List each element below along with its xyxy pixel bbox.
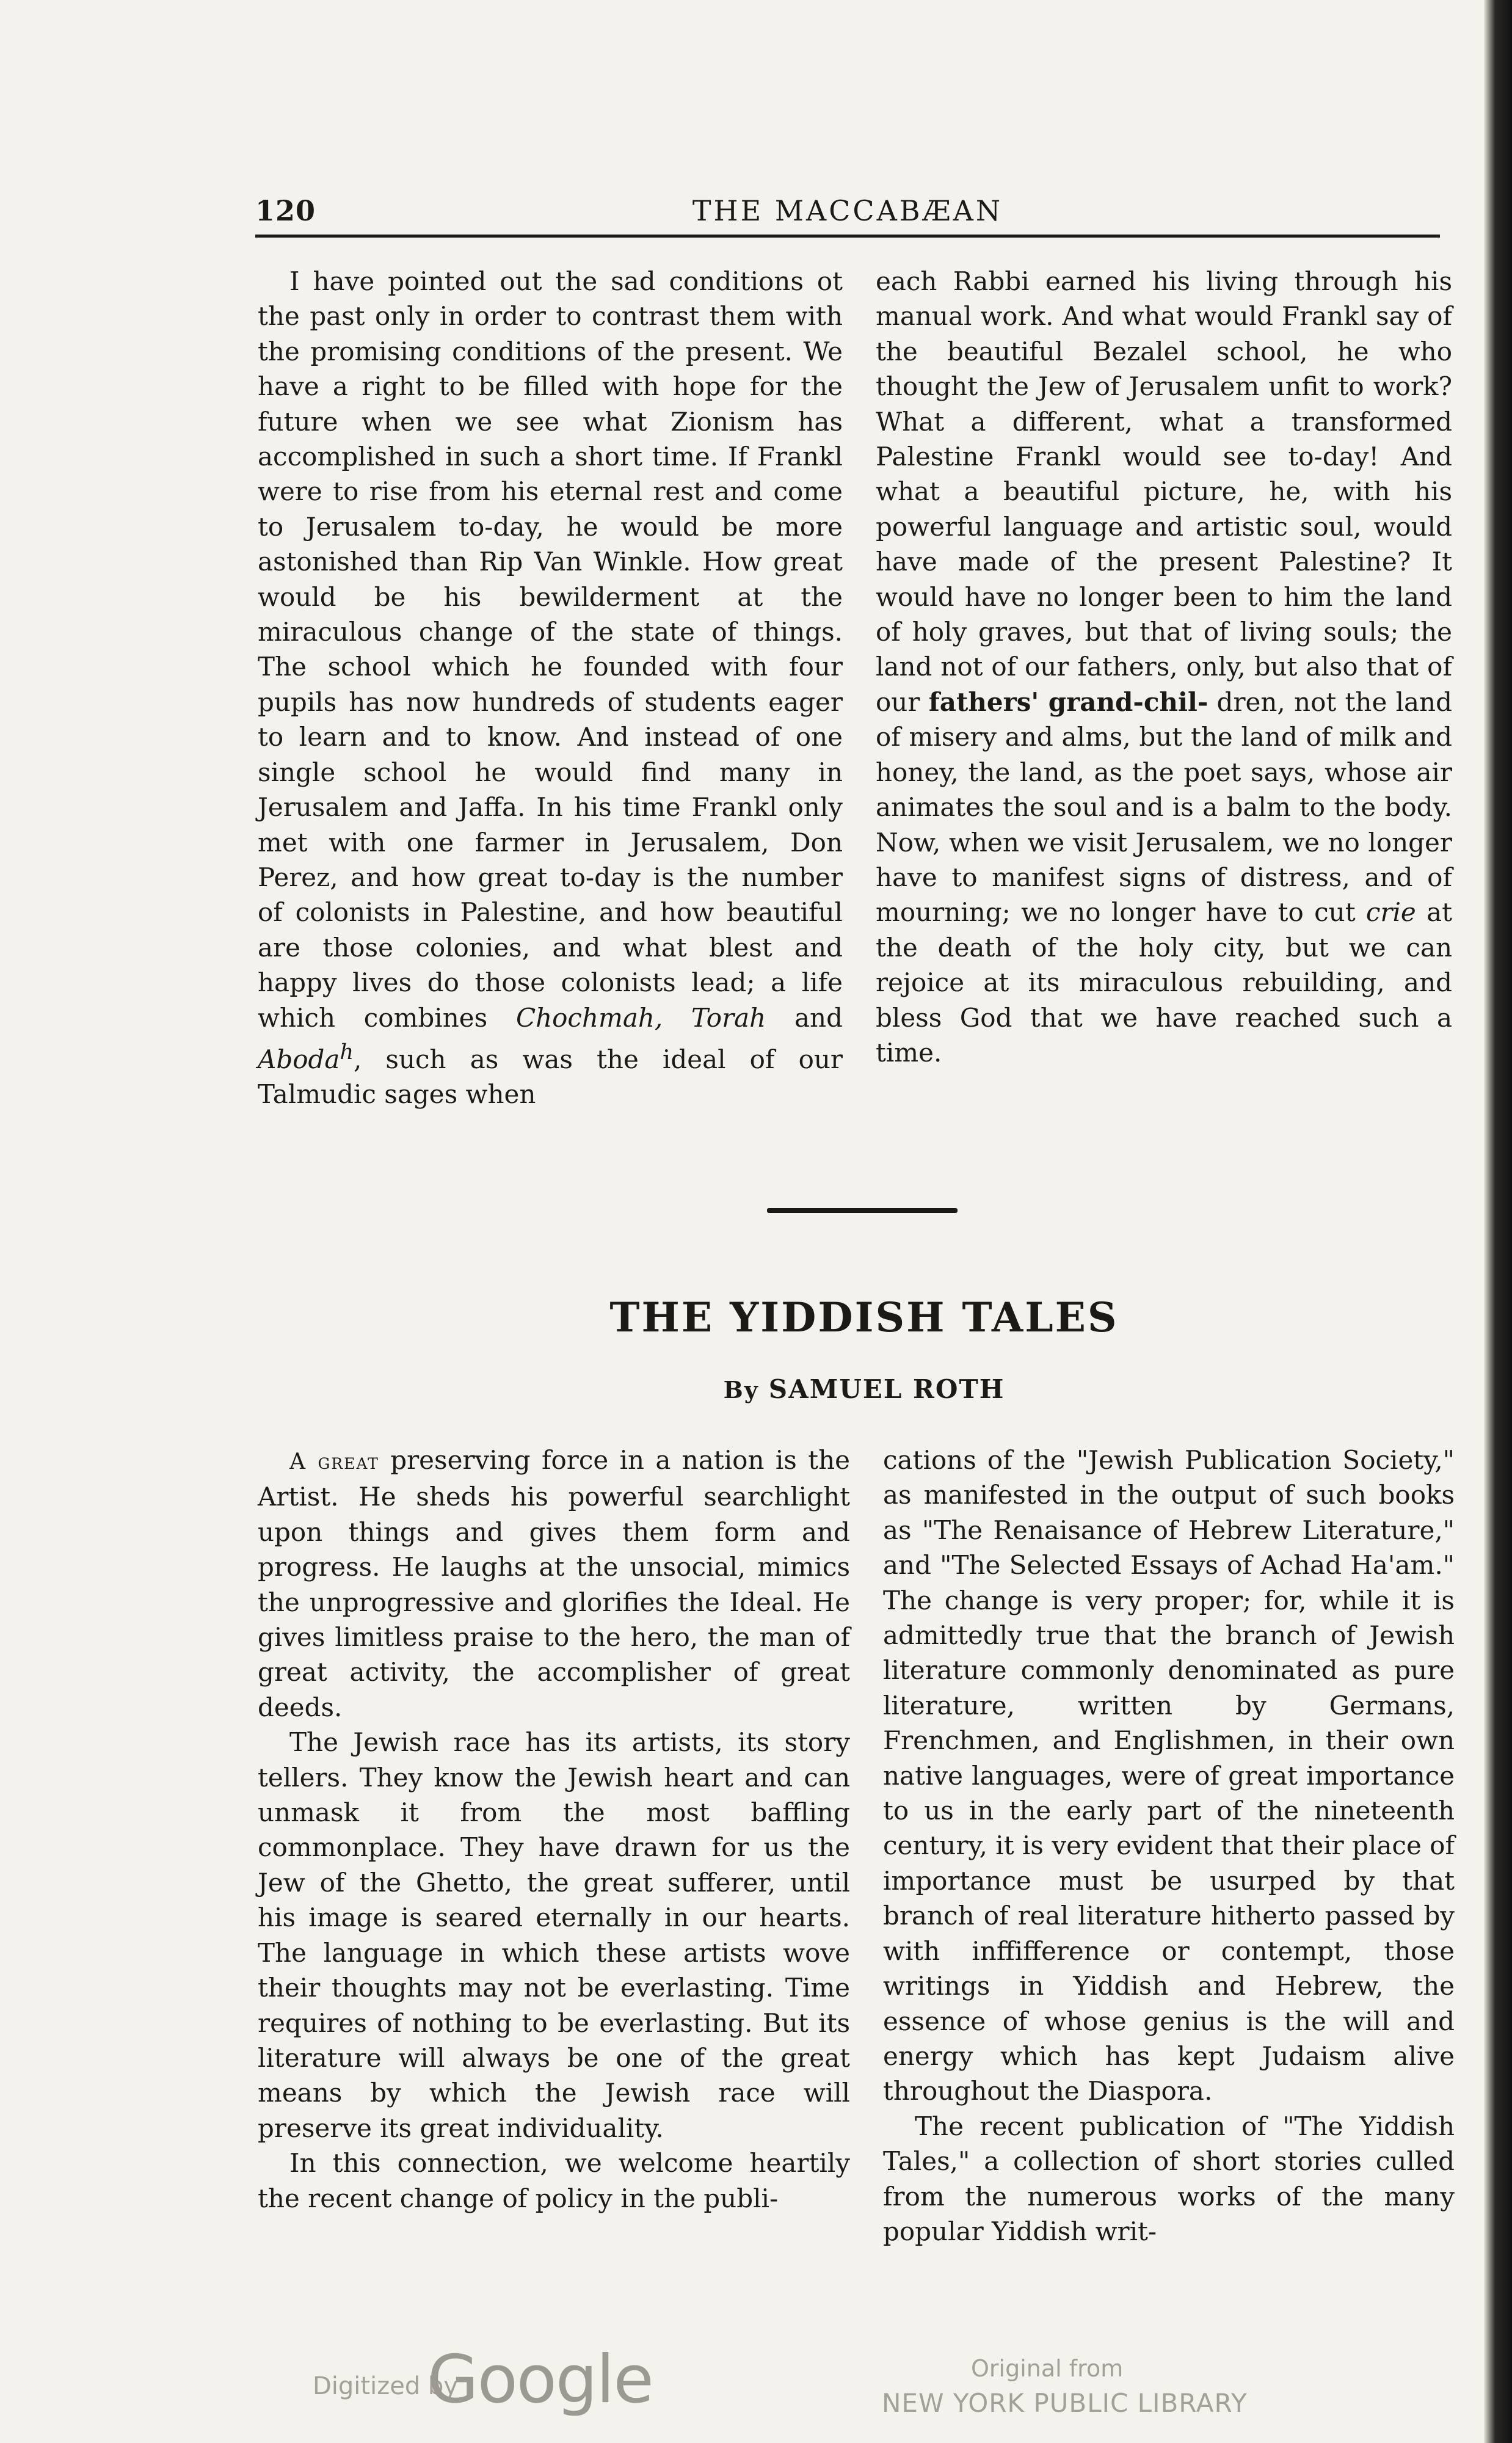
library-name: NEW YORK PUBLIC LIBRARY bbox=[882, 2388, 1248, 2418]
article2-paragraph-1: A great preserving force in a nation is the Artist. He sheds his powerful searchlight upon things and gives them form and progress. He laughs at the unsocial, mimics the unprogressive and glorifies the Ideal. He gives limitless praise to the hero, the man of great activity, the accomplisher of great deeds. bbox=[258, 1445, 850, 1722]
drop-smallcaps: A great bbox=[289, 1449, 379, 1474]
digitized-by-text: Digitized by bbox=[313, 2372, 458, 2400]
byline-author: SAMUEL ROTH bbox=[768, 1374, 1005, 1404]
article-byline bbox=[0, 1374, 1512, 1404]
article2-paragraph-3-continued: cations of the "Jewish Publication Society," as manifested in the output of such books as "The Renaisance of Hebrew Literature," and "The Selected Essays of Achad Ha'am." The change is very proper; for, while it is admittedly true that the branch of Jewish literature commonly denominated as pure literature, written by Germans, Frenchmen, and Englishmen, in their own native languages, were of great importance to us in the early part of the nineteenth century, it is very evident that their place of importance must be usurped by that branch of real literature hitherto passed by with inffifference or contempt, those writings in Yiddish and Hebrew, the essence of whose genius is the will and energy which has kept Judaism alive throughout the Diaspora. bbox=[883, 1445, 1455, 2106]
article1-paragraph-1: I have pointed out the sad conditions ot the past only in order to contrast them with the promising conditions of the present. We have a right to be filled with hope for the future when we see what Zionism has accomplished in such a short time. If Frankl were to rise from his eternal rest and come to Jerusalem to-day, he would be more astonished than Rip Van Winkle. How great would be his bewilderment at the miraculous change of the state of things. The school which he founded with four pupils has now hundreds of students eager to learn and to know. And instead of one single school he would find many in Jerusalem and Jaffa. In his time Frankl only met with one farmer in Jerusalem, Don Perez, and how great to-day is the number of colonists in Palestine, and how beautiful are those colonies, and what blest and happy lives do those colonists lead; a life which combines Chochmah, Torah and Aboda$^h$, such as was the ideal of our Talmudic sages when bbox=[258, 266, 843, 1110]
byline-by: By bbox=[723, 1376, 759, 1404]
article2-paragraph-3: In this connection, we welcome heartily the recent change of policy in the publi- bbox=[258, 2148, 850, 2213]
page-edge-shadow bbox=[1484, 0, 1512, 2443]
article-title: THE YIDDISH TALES bbox=[609, 1294, 1119, 1341]
original-from-text: Original from bbox=[971, 2355, 1124, 2382]
emphasis-chochmah-torah: Chochmah, Torah bbox=[515, 1002, 766, 1033]
article2-paragraph-2: The Jewish race has its artists, its story tellers. They know the Jewish heart and can unmask it from the most baffling commonplace. They have drawn for us the Jew of the Ghetto, the great sufferer, until his image is seared eternally in our hearts. The language in which these artists wove their thoughts may not be everlasting. Time requires of nothing to be everlasting. But its literature will always be one of the great means by which the Jewish race will preserve its great individuality. bbox=[258, 1727, 850, 2143]
google-logo: Google bbox=[427, 2342, 653, 2418]
header-rule bbox=[255, 235, 1440, 238]
article2-paragraph-4: The recent publication of "The Yiddish Tales," a collection of short stories culled from the numerous works of the many popular Yiddish writ- bbox=[883, 2111, 1455, 2246]
running-head: THE MACCABÆAN bbox=[692, 194, 1003, 227]
page-number: 120 bbox=[255, 194, 316, 227]
article1-column-left bbox=[258, 264, 843, 1112]
article2-column-left bbox=[258, 1443, 850, 2216]
emphasis-grand-children: fathers' grand-chil- bbox=[928, 686, 1209, 717]
emphasis-abodah: Aboda$^h$ bbox=[258, 1039, 354, 1074]
page-header bbox=[255, 194, 1440, 232]
article2-column-right bbox=[883, 1443, 1455, 2249]
section-divider bbox=[767, 1208, 958, 1213]
emphasis-crie: crie bbox=[1365, 897, 1416, 928]
article1-column-right bbox=[876, 264, 1452, 1070]
article1-paragraph-1-continued: each Rabbi earned his living through his manual work. And what would Frankl say of the beautiful Bezalel school, he who thought the Jew of Jerusalem unfit to work? What a different, what a transformed Palestine Frankl would see to-day! And what a beautiful picture, he, with his powerful language and artistic soul, would have made of the present Palestine? It would have no longer been to him the land of holy graves, but that of living souls; the land not of our fathers, only, but also that of our fathers' grand-chil- dren, not the land of misery and alms, but the land of milk and honey, the land, as the poet says, whose air animates the soul and is a balm to the body. Now, when we visit Jerusalem, we no longer have to manifest signs of distress, and of mourning; we no longer have to cut crie at the death of the holy city, but we can rejoice at its miraculous rebuilding, and bless God that we have reached such a time. bbox=[876, 266, 1452, 1068]
